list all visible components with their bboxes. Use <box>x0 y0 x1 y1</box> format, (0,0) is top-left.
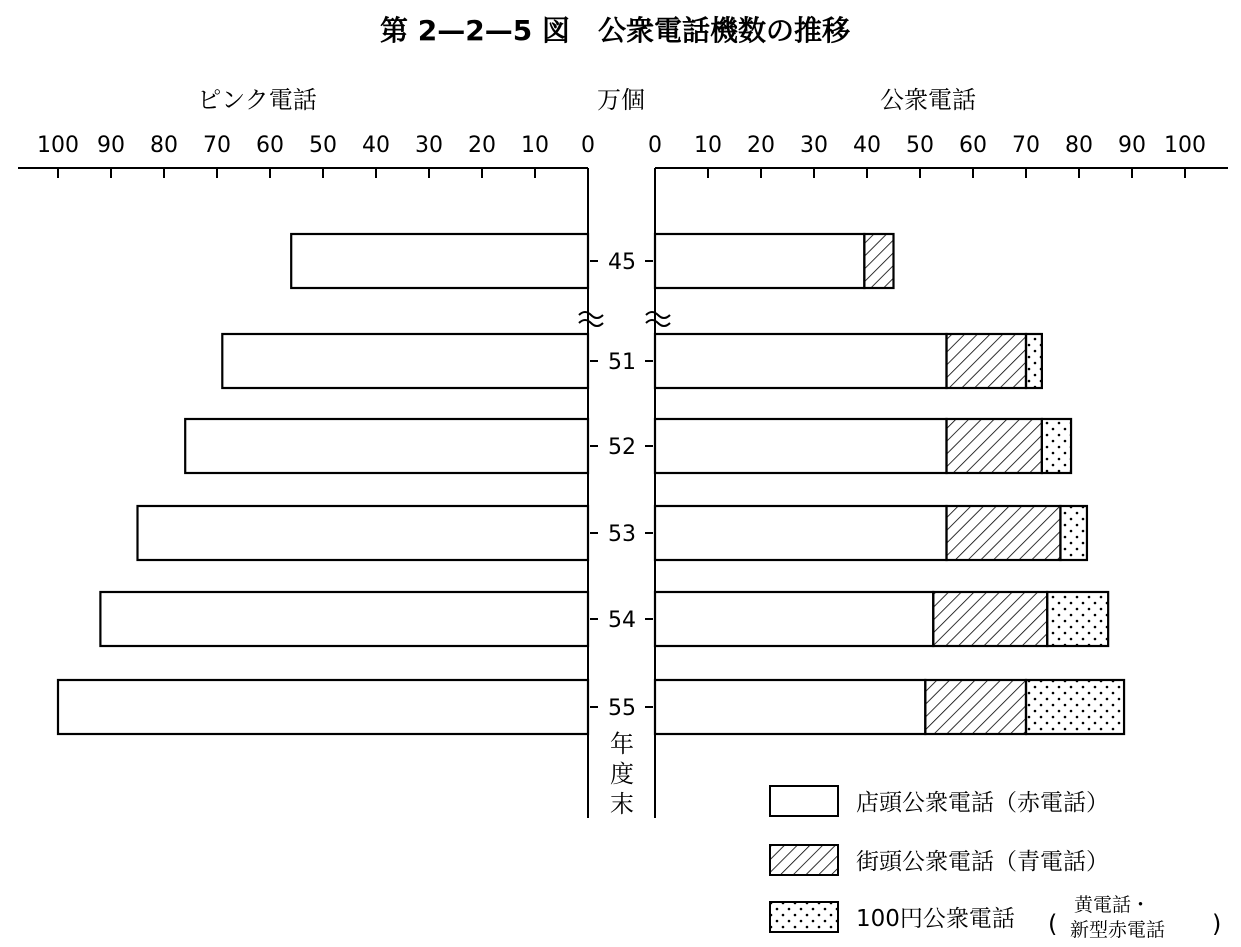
tick-label-right: 10 <box>694 133 722 158</box>
bar-pink-52 <box>185 419 588 473</box>
tick-label-right: 60 <box>959 133 987 158</box>
bar-pink-53 <box>138 506 589 560</box>
bar-pink-55 <box>58 680 588 734</box>
bar-blank-53 <box>655 506 947 560</box>
tick-label-right: 0 <box>648 133 662 158</box>
bar-blank-45 <box>655 234 864 288</box>
bar-dots-53 <box>1060 506 1087 560</box>
legend-swatch-blank <box>770 786 838 816</box>
year-label-51: 51 <box>608 350 636 375</box>
legend-swatch-dots <box>770 902 838 932</box>
tick-label-right: 70 <box>1012 133 1040 158</box>
tick-label-right: 90 <box>1118 133 1146 158</box>
bar-hatch-55 <box>925 680 1026 734</box>
year-label-45: 45 <box>608 250 636 275</box>
tick-label-right: 100 <box>1164 133 1206 158</box>
right-axis-label: 公衆電話 <box>880 86 976 114</box>
tick-label-left: 90 <box>97 133 125 158</box>
bar-hatch-51 <box>947 334 1027 388</box>
bar-blank-54 <box>655 592 933 646</box>
bar-blank-51 <box>655 334 947 388</box>
year-axis-label: 末 <box>610 790 634 818</box>
legend <box>770 786 1221 941</box>
year-label-53: 53 <box>608 522 636 547</box>
tick-label-right: 40 <box>853 133 881 158</box>
axis-break-marks <box>579 312 670 326</box>
bar-dots-55 <box>1026 680 1124 734</box>
legend-label-hatch: 街頭公衆電話（青電話） <box>856 849 1109 875</box>
legend-label-blank: 店頭公衆電話（赤電話） <box>856 790 1109 816</box>
bar-pink-54 <box>100 592 588 646</box>
left-axis-label: ピンク電話 <box>197 86 317 114</box>
tick-label-right: 50 <box>906 133 934 158</box>
tick-label-right: 80 <box>1065 133 1093 158</box>
tick-label-left: 40 <box>362 133 390 158</box>
legend-paren-close: ) <box>1212 910 1222 938</box>
legend-label-dots: 100円公衆電話 <box>856 906 1015 932</box>
bar-hatch-53 <box>947 506 1061 560</box>
tick-label-left: 30 <box>415 133 443 158</box>
tick-label-right: 20 <box>747 133 775 158</box>
tick-label-left: 70 <box>203 133 231 158</box>
year-axis-label: 度 <box>610 760 634 788</box>
tick-label-left: 80 <box>150 133 178 158</box>
bar-hatch-45 <box>864 234 893 288</box>
tick-label-left: 0 <box>581 133 595 158</box>
bar-blank-52 <box>655 419 947 473</box>
legend-paren-open: ( <box>1048 910 1058 938</box>
tick-label-right: 30 <box>800 133 828 158</box>
bar-blank-55 <box>655 680 925 734</box>
legend-label-dots-sub1: 黄電話・ <box>1074 894 1151 916</box>
bar-dots-54 <box>1047 592 1108 646</box>
bars <box>58 234 1124 734</box>
unit-label: 万個 <box>597 86 645 114</box>
year-label-55: 55 <box>608 696 636 721</box>
year-label-52: 52 <box>608 435 636 460</box>
legend-label-dots-sub2: 新型赤電話 <box>1070 919 1166 941</box>
year-label-54: 54 <box>608 608 636 633</box>
bar-pink-51 <box>222 334 588 388</box>
legend-swatch-hatch <box>770 845 838 875</box>
tick-label-left: 20 <box>468 133 496 158</box>
bar-hatch-52 <box>947 419 1042 473</box>
bar-dots-51 <box>1026 334 1042 388</box>
tick-label-left: 100 <box>37 133 79 158</box>
right-tick-labels <box>648 133 1206 178</box>
bar-pink-45 <box>291 234 588 288</box>
bar-hatch-54 <box>933 592 1047 646</box>
year-axis-label: 年 <box>610 730 634 758</box>
tick-label-left: 60 <box>256 133 284 158</box>
chart-title: 第 2—2—5 図 公衆電話機数の推移 <box>380 14 850 47</box>
tick-label-left: 50 <box>309 133 337 158</box>
tick-label-left: 10 <box>521 133 549 158</box>
year-labels <box>590 250 653 721</box>
bar-dots-52 <box>1042 419 1071 473</box>
left-tick-labels <box>37 133 595 178</box>
